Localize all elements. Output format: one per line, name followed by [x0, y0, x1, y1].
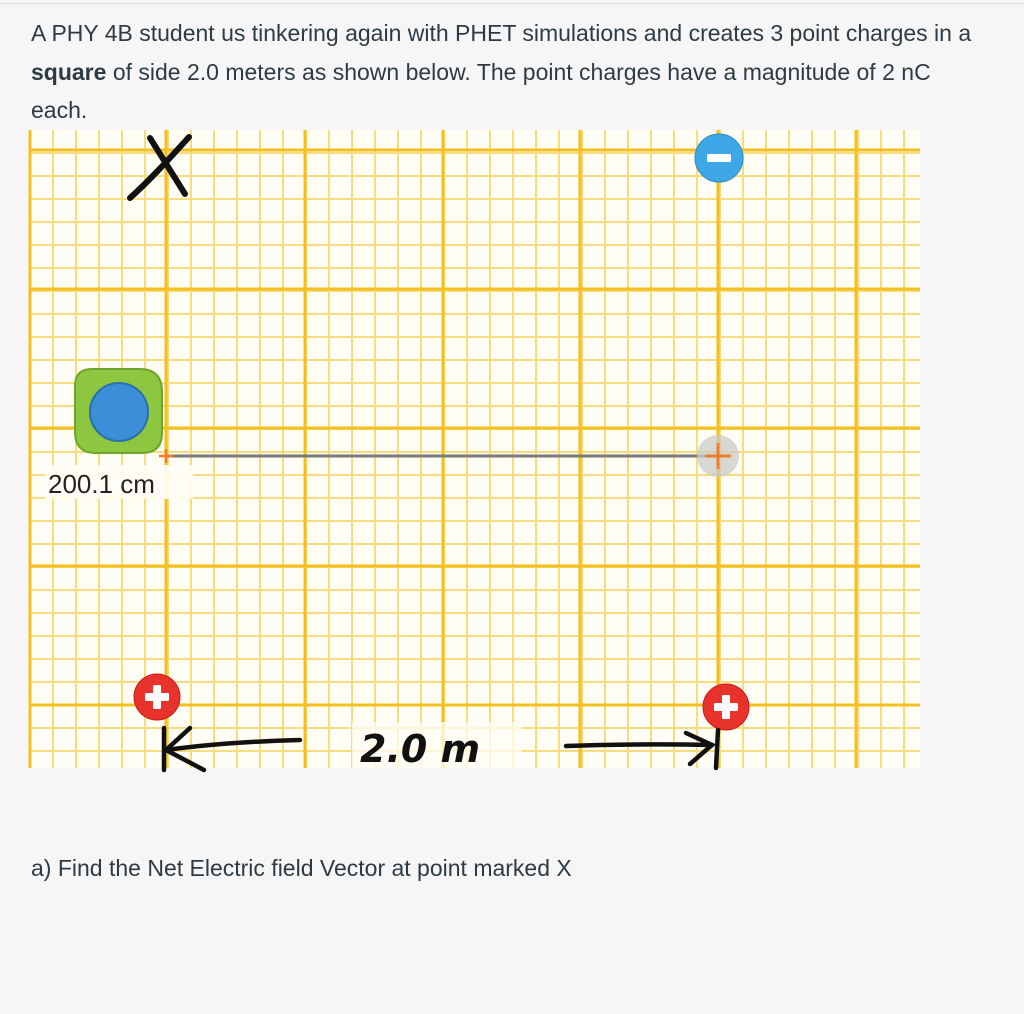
part-a-prompt: a) Find the Net Electric field Vector at point marked X	[31, 855, 572, 881]
minus-icon	[707, 154, 731, 162]
question-text-end: of side 2.0 meters as shown below. The point charges have a magnitude of 2 nC each.	[31, 58, 931, 123]
grid-background	[30, 130, 920, 768]
positive-charge-right[interactable]	[703, 684, 749, 730]
question-bold-word: square	[31, 58, 107, 85]
positive-charge-left[interactable]	[134, 674, 180, 720]
tape-button	[90, 383, 148, 441]
tape-readout: 200.1 cm	[48, 469, 155, 499]
point-x-label: X	[0, 0, 1, 1]
negative-charge[interactable]	[695, 134, 743, 182]
dimension-label: 2.0 m	[360, 727, 481, 771]
question-text-start: A PHY 4B student us tinkering again with PHET simulations and creates 3 point charges in a	[31, 20, 972, 46]
